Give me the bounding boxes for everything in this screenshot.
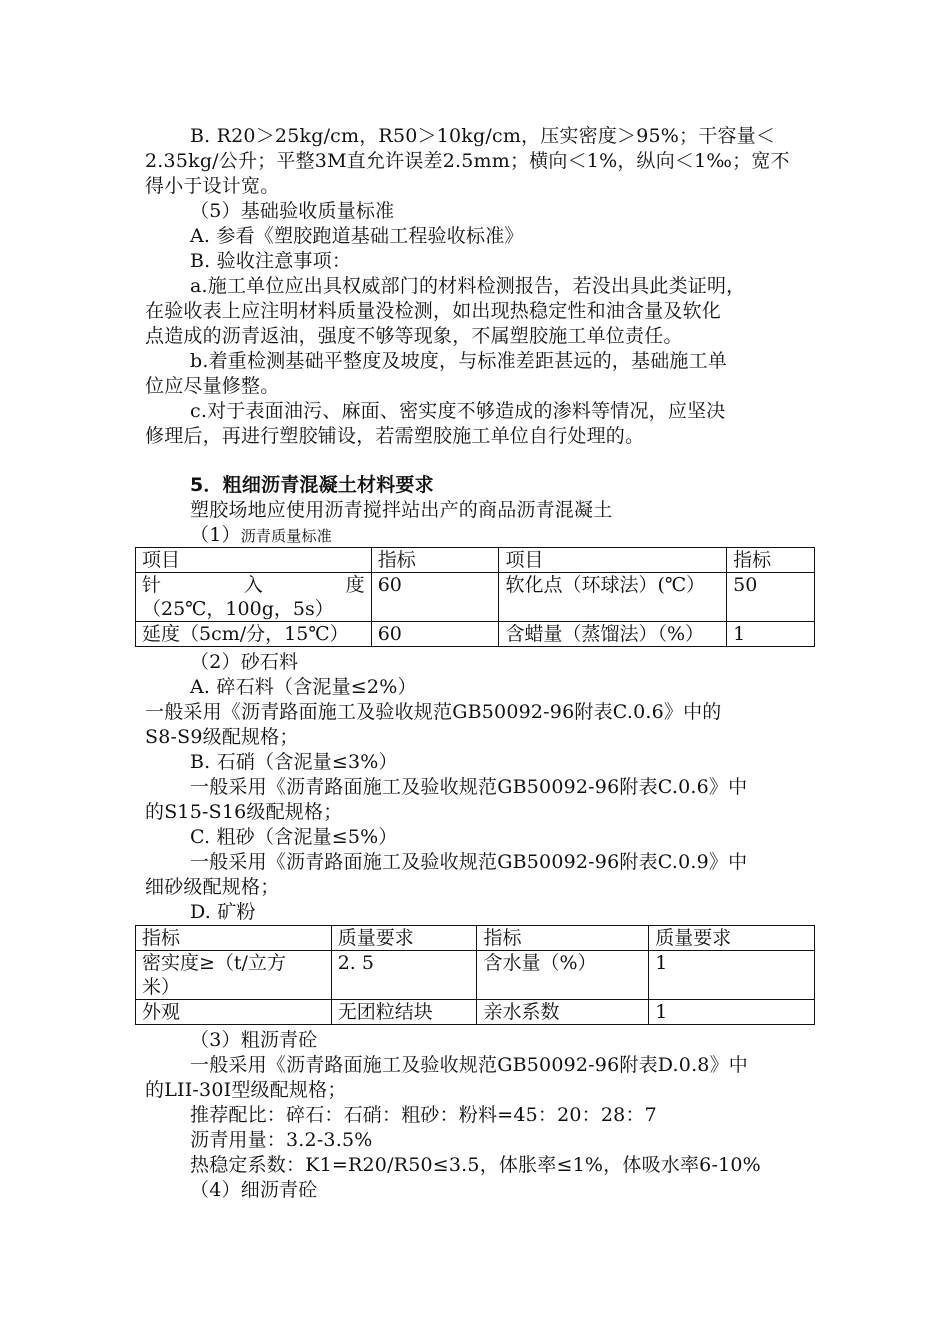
asphalt-quality-table <box>135 547 815 647</box>
label-part: 度 <box>345 574 365 596</box>
mineral-powder-table <box>135 925 815 1025</box>
section-intro: 塑胶场地应使用沥青搅拌站出产的商品沥青混凝土 <box>190 499 613 521</box>
cell-line: 密实度≥（t/立方 <box>142 952 286 974</box>
table-row <box>136 573 815 622</box>
label-line2: （25℃，100g，5s） <box>142 598 334 620</box>
text-line: 推荐配比：碎石：石硝：粗砂：粉料=45：20：28：7 <box>190 1104 657 1126</box>
text-line: B. 石硝（含泥量≤3%） <box>190 751 398 773</box>
table-cell: 2. 5 <box>331 951 477 1000</box>
table-cell: 60 <box>371 622 499 647</box>
table-cell: 外观 <box>136 1000 332 1025</box>
text-line: 热稳定系数：K1=R20/R50≤3.5，体胀率≤1%，体吸水率6-10% <box>190 1154 761 1176</box>
text-line: 得小于设计宽。 <box>145 175 280 197</box>
text-line: （4）细沥青砼 <box>190 1179 318 1201</box>
table-row <box>136 951 815 1000</box>
text-line: （3）粗沥青砼 <box>190 1029 318 1051</box>
section-heading: 5．粗细沥青混凝土材料要求 <box>190 474 434 496</box>
text-line: 一般采用《沥青路面施工及验收规范GB50092-96附表D.0.8》中 <box>190 1054 748 1076</box>
subsection-title: 沥青质量标准 <box>240 527 332 545</box>
table-cell: 软化点（环球法）(℃） <box>499 573 727 622</box>
table-header-cell: 项目 <box>136 548 372 573</box>
text-line: 位应尽量修整。 <box>145 375 280 397</box>
table-header-cell: 质量要求 <box>331 926 477 951</box>
table-cell: 1 <box>727 622 815 647</box>
table-cell: 50 <box>727 573 815 622</box>
text-line: 的LII-30I型级配规格； <box>145 1079 347 1101</box>
text-line: D. 矿粉 <box>190 901 256 923</box>
table-cell: 亲水系数 <box>477 1000 649 1025</box>
table-cell: 含水量（%） <box>477 951 649 1000</box>
table-cell: 1 <box>649 951 815 1000</box>
text-line: 的S15-S16级配规格； <box>145 801 343 823</box>
text-line: 在验收表上应注明材料质量没检测，如出现热稳定性和油含量及软化 <box>145 300 722 322</box>
table-row <box>136 622 815 647</box>
table-cell <box>136 951 332 1000</box>
text-line: B. R20＞25kg/cm，R50＞10kg/cm，压实密度＞95%；干容量＜ <box>190 125 776 147</box>
text-line: 沥青用量：3.2-3.5% <box>190 1129 373 1151</box>
text-line: 点造成的沥青返油，强度不够等现象，不属塑胶施工单位责任。 <box>145 325 683 347</box>
table-cell <box>136 573 372 622</box>
table-header-row <box>136 926 815 951</box>
text-line: C. 粗砂（含泥量≤5%） <box>190 826 398 848</box>
text-line: 一般采用《沥青路面施工及验收规范GB50092-96附表C.0.6》中 <box>190 776 748 798</box>
label-part: 针 <box>142 574 162 596</box>
spaced-label <box>142 573 365 597</box>
label-part: 入 <box>243 574 263 596</box>
table-header-cell: 项目 <box>499 548 727 573</box>
text-line: S8-S9级配规格； <box>145 726 299 748</box>
text-line: 一般采用《沥青路面施工及验收规范GB50092-96附表C.0.6》中的 <box>145 701 722 723</box>
table-header-row <box>136 548 815 573</box>
text-line: c.对于表面油污、麻面、密实度不够造成的渗料等情况，应坚决 <box>190 400 726 422</box>
text-line: 修理后，再进行塑胶铺设，若需塑胶施工单位自行处理的。 <box>145 425 645 447</box>
text-line: 2.35kg/公升；平整3M直允许误差2.5mm；横向＜1%，纵向＜1‰；宽不 <box>145 150 790 172</box>
table-header-cell: 指标 <box>371 548 499 573</box>
text-line: （5）基础验收质量标准 <box>190 200 395 222</box>
text-line: b.着重检测基础平整度及坡度，与标准差距甚远的，基础施工单 <box>190 350 728 372</box>
table-cell: 延度（5cm/分，15℃） <box>136 622 372 647</box>
table-header-cell: 质量要求 <box>649 926 815 951</box>
text-line: 细砂级配规格； <box>145 876 280 898</box>
table-header-cell: 指标 <box>477 926 649 951</box>
table-row <box>136 1000 815 1025</box>
text-line: （2）砂石料 <box>190 651 299 673</box>
table-header-cell: 指标 <box>727 548 815 573</box>
table-header-cell: 指标 <box>136 926 332 951</box>
cell-line: 米） <box>142 976 181 998</box>
text-line: B. 验收注意事项： <box>190 250 352 272</box>
subsection-number: （1） <box>190 524 241 546</box>
text-line: a.施工单位应出具权威部门的材料检测报告，若没出具此类证明， <box>190 275 746 297</box>
subsection-label <box>190 523 860 548</box>
text-line: 一般采用《沥青路面施工及验收规范GB50092-96附表C.0.9》中 <box>190 851 748 873</box>
table-cell: 无团粒结块 <box>331 1000 477 1025</box>
table-cell: 含蜡量（蒸馏法）（%） <box>499 622 727 647</box>
table-cell: 60 <box>371 573 499 622</box>
text-line: A. 碎石料（含泥量≤2%） <box>190 676 417 698</box>
table-cell: 1 <box>649 1000 815 1025</box>
text-line: A. 参看《塑胶跑道基础工程验收标准》 <box>190 225 524 247</box>
